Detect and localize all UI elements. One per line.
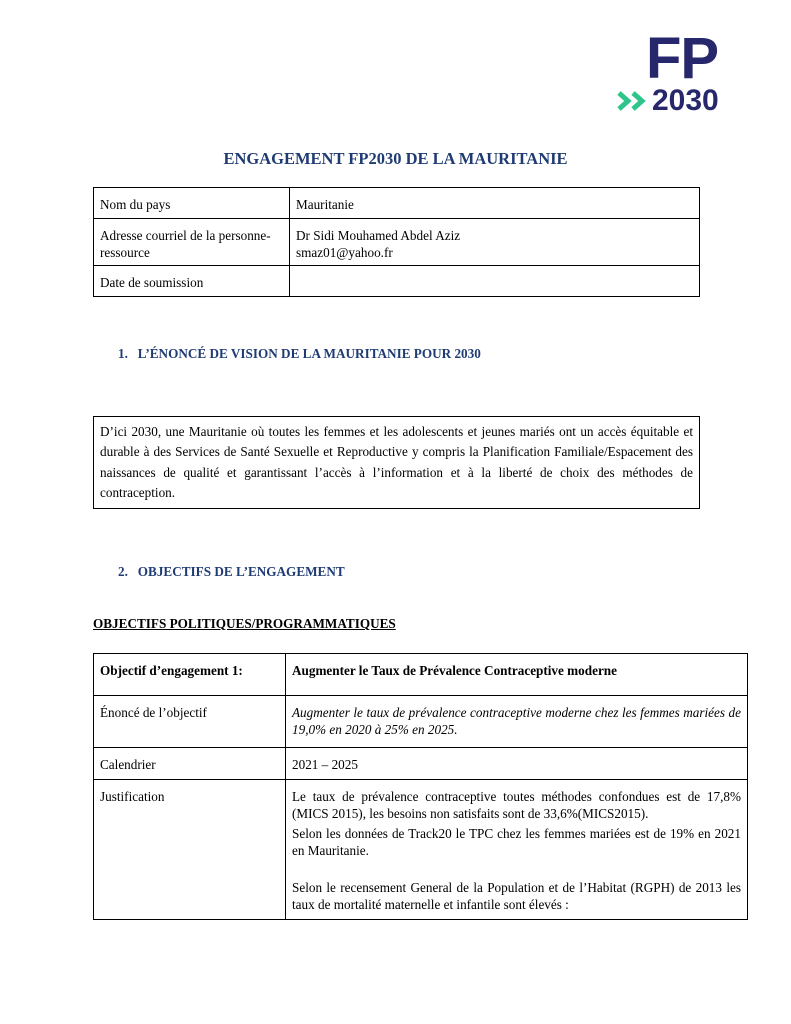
table-row: [94, 219, 700, 266]
fp2030-logo: [612, 26, 740, 118]
country-info-table: [93, 187, 700, 297]
table-row: [94, 188, 700, 219]
justification-paragraph: Selon les données de Track20 le TPC chez les femmes mariées est de 19% en 2021 en Mauritanie.: [292, 826, 741, 858]
objective-table: [93, 653, 748, 920]
section-1-heading: 1. L’ÉNONCÉ DE VISION DE LA MAURITANIE POUR 2030: [118, 346, 481, 361]
country-name: Mauritanie: [296, 197, 354, 212]
document-title: ENGAGEMENT FP2030 DE LA MAURITANIE: [223, 149, 568, 168]
table-row: [94, 780, 748, 920]
contact-email: smaz01@yahoo.fr: [296, 245, 393, 260]
objective-header-label: Objectif d’engagement 1:: [94, 654, 286, 696]
logo-year-text: 2030: [652, 84, 719, 117]
table-row: [94, 654, 748, 696]
double-chevron-icon: [616, 90, 650, 112]
statement-label: Énoncé de l’objectif: [94, 696, 286, 748]
justification-paragraph: Le taux de prévalence contraceptive toutes méthodes confondues est de 17,8% (MICS 2015), les besoins non satisfaits sont de 33,6%(MICS2015).: [292, 789, 741, 821]
table-row: [94, 748, 748, 780]
vision-statement-box: D’ici 2030, une Mauritanie où toutes les femmes et les adolescents et jeunes mariés ont un accès équitable et durable à des Services de Santé Sexuelle et Reproductive y compris la Planification Familiale/Espacement des naissances de qualité et garantissant l’accès à l’information et à la liberté de choix des méthodes de contraception.: [93, 416, 700, 509]
contact-name: Dr Sidi Mouhamed Abdel Aziz: [296, 228, 461, 243]
calendar-label: Calendrier: [94, 748, 286, 780]
justification-label: Justification: [94, 780, 286, 920]
section-2-heading: 2. OBJECTIFS DE L’ENGAGEMENT: [118, 564, 345, 579]
row-label: Date de soumission: [94, 266, 290, 297]
table-row: [94, 266, 700, 297]
policy-objectives-subheading: OBJECTIFS POLITIQUES/PROGRAMMATIQUES: [93, 616, 396, 631]
justification-value: [286, 780, 748, 920]
row-label: Nom du pays: [94, 188, 290, 219]
row-label: Adresse courriel de la personne-ressource: [94, 219, 290, 266]
statement-value: Augmenter le taux de prévalence contraceptive moderne chez les femmes mariées de 19,0% en 2020 à 25% en 2025.: [286, 696, 748, 748]
justification-paragraph: Selon le recensement General de la Population et de l’Habitat (RGPH) de 2013 les taux de mortalité maternelle et infantile sont élevés :: [292, 880, 741, 912]
table-row: [94, 696, 748, 748]
logo-fp-text: FP: [646, 26, 719, 91]
row-value: [290, 188, 700, 219]
row-value: [290, 219, 700, 266]
objective-header-value: Augmenter le Taux de Prévalence Contraceptive moderne: [286, 654, 748, 696]
submission-date-value: [290, 266, 700, 297]
calendar-value: 2021 – 2025: [286, 748, 748, 780]
